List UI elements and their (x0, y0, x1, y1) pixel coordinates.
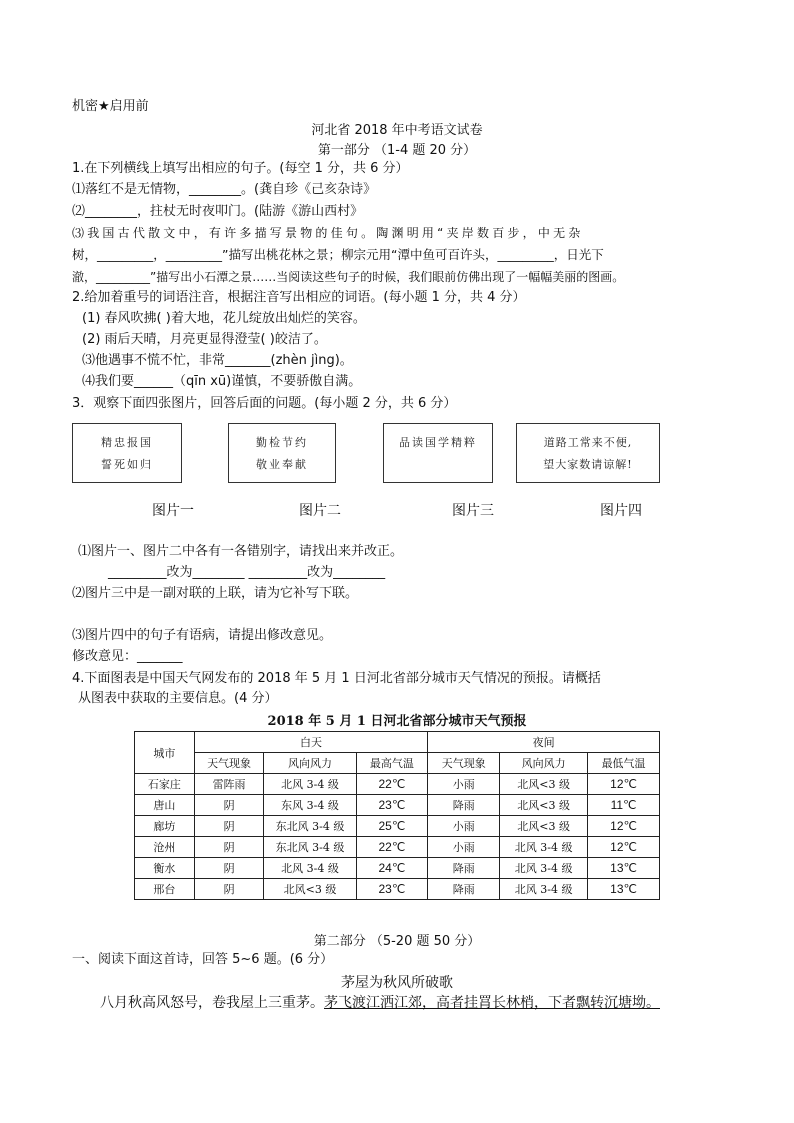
picture-four-line2: 望大家数请谅解! (543, 458, 633, 471)
header-city: 城市 (135, 732, 195, 774)
table-cell: 降雨 (428, 858, 500, 879)
table-cell: 东风 3-4 级 (264, 795, 356, 816)
table-cell: 北风 3-4 级 (264, 858, 356, 879)
q4-intro-line2: 从图表中获取的主要信息。(4 分） (78, 691, 278, 706)
table-cell: 阴 (194, 816, 264, 837)
q3-sub2: ⑵图片三中是一副对联的上联，请为它补写下联。 (72, 586, 359, 601)
q1-sub3-line2: 树，_________，_________”描写出桃花林之景；柳宗元用“潭中鱼可百许头，_________，日光下 (72, 247, 604, 262)
picture-one-line1: 精忠报国 (101, 436, 153, 449)
q4-intro-line1: 4.下面图表是中国天气网发布的 2018 年 5 月 1 日河北省部分城市天气情况的预报。请概括 (72, 671, 601, 686)
q1-sub2: ⑵________，拄杖无时夜叩门。(陆游《游山西村》 (72, 204, 364, 219)
table-cell: 北风 3-4 级 (500, 858, 588, 879)
table-cell: 12℃ (588, 837, 660, 858)
caption-picture-two: 图片二 (299, 503, 341, 519)
table-cell: 阴 (194, 879, 264, 900)
poem-title: 茅屋为秋风所破歌 (341, 975, 453, 991)
subheader-cell: 最低气温 (588, 753, 660, 774)
poem-text-plain: 八月秋高风怒号，卷我屋上三重茅。 (100, 995, 324, 1011)
q1-sub3-line3: 澈，_________”描写出小石潭之景……当阅读这些句子的时候，我们眼前仿佛出现了一幅幅美丽的图画。 (72, 270, 625, 284)
table-cell: 12℃ (588, 774, 660, 795)
q1-sub1: ⑴落红不是无情物，________。(龚自珍《己亥杂诗》 (72, 182, 377, 197)
table-cell: 北风<3 级 (264, 879, 356, 900)
q2-sub4: ⑷我们要______（qīn xū)谨慎，不要骄傲自满。 (82, 374, 362, 389)
table-cell: 小雨 (428, 837, 500, 858)
table-cell: 廊坊 (135, 816, 195, 837)
table-cell: 小雨 (428, 816, 500, 837)
q2-sub3: ⑶他遇事不慌不忙，非常_______(zhèn jìng)。 (82, 353, 353, 368)
part2-intro: 一、阅读下面这首诗，回答 5~6 题。(6 分） (72, 952, 334, 967)
caption-picture-one: 图片一 (152, 503, 194, 519)
q2-sub2: (2) 雨后天晴，月亮更显得澄莹( )皎洁了。 (82, 332, 327, 347)
weather-table (134, 731, 660, 900)
q3-sub3: ⑶图片四中的句子有语病，请提出修改意见。 (72, 628, 333, 643)
q3-sub1-blanks: _________改为________ _________改为________ (108, 565, 386, 580)
table-cell: 北风 3-4 级 (500, 837, 588, 858)
table-cell: 北风<3 级 (500, 774, 588, 795)
table-cell: 邢台 (135, 879, 195, 900)
table-cell: 22℃ (356, 774, 428, 795)
picture-three (383, 423, 493, 483)
picture-four-line1: 道路工常来不便, (543, 436, 633, 449)
table-cell: 23℃ (356, 795, 428, 816)
table-cell: 石家庄 (135, 774, 195, 795)
table-cell: 北风 3-4 级 (264, 774, 356, 795)
secret-label: 机密★启用前 (72, 99, 149, 114)
table-cell: 北风<3 级 (500, 795, 588, 816)
table-cell: 东北风 3-4 级 (264, 816, 356, 837)
table-row (135, 837, 660, 858)
table-cell: 12℃ (588, 816, 660, 837)
table-cell: 降雨 (428, 795, 500, 816)
q3-sub3-answer: 修改意见：_______ (72, 649, 183, 664)
table-cell: 小雨 (428, 774, 500, 795)
table-cell: 北风<3 级 (500, 816, 588, 837)
picture-two-line2: 敬业奉献 (256, 458, 308, 471)
subheader-cell: 最高气温 (356, 753, 428, 774)
header-daytime: 白天 (194, 732, 428, 753)
exam-title: 河北省 2018 年中考语文试卷 (311, 123, 483, 138)
picture-three-line1: 品读国学精粹 (399, 436, 477, 449)
q2-intro: 2.给加着重号的词语注音，根据注音写出相应的词语。(每小题 1 分，共 4 分） (72, 290, 526, 305)
table-cell: 阴 (194, 837, 264, 858)
table-cell: 雷阵雨 (194, 774, 264, 795)
table-cell: 11℃ (588, 795, 660, 816)
picture-four (516, 423, 660, 483)
picture-one (72, 423, 182, 483)
poem-line-1 (100, 994, 660, 1012)
table-cell: 沧州 (135, 837, 195, 858)
poem-text-underlined: 茅飞渡江洒江郊，高者挂罥长林梢，下者飘转沉塘坳。 (324, 995, 660, 1011)
table-cell: 衡水 (135, 858, 195, 879)
q1-sub3-line1: ⑶ 我 国 古 代 散 文 中 ， 有 许 多 描 写 景 物 的 佳 句 。 陶 渊 明 用 “ 夹 岸 数 百 步 ， 中 无 杂 (72, 226, 580, 240)
table-title: 2018 年 5 月 1 日河北省部分城市天气预报 (267, 714, 527, 729)
q1-intro: 1.在下列横线上填写出相应的句子。(每空 1 分，共 6 分） (72, 161, 409, 176)
q3-sub1: ⑴图片一、图片二中各有一各错别字，请找出来并改正。 (78, 544, 404, 559)
subheader-cell: 天气现象 (428, 753, 500, 774)
subheader-cell: 天气现象 (194, 753, 264, 774)
table-cell: 阴 (194, 858, 264, 879)
part2-heading: 第二部分 （5-20 题 50 分） (313, 934, 481, 949)
table-cell: 25℃ (356, 816, 428, 837)
picture-one-line2: 誓死如归 (101, 458, 153, 471)
subheader-cell: 风向风力 (264, 753, 356, 774)
table-row (135, 879, 660, 900)
table-row (135, 774, 660, 795)
table-cell: 22℃ (356, 837, 428, 858)
table-cell: 唐山 (135, 795, 195, 816)
table-row (135, 795, 660, 816)
caption-picture-four: 图片四 (600, 503, 642, 519)
subheader-cell: 风向风力 (500, 753, 588, 774)
table-cell: 13℃ (588, 879, 660, 900)
table-cell: 东北风 3-4 级 (264, 837, 356, 858)
q2-sub1: (1) 春风吹拂( )着大地，花儿绽放出灿烂的笑容。 (82, 311, 366, 326)
picture-two (228, 423, 336, 483)
table-cell: 24℃ (356, 858, 428, 879)
q3-intro: 3．观察下面四张图片，回答后面的问题。(每小题 2 分，共 6 分） (72, 396, 457, 411)
table-cell: 阴 (194, 795, 264, 816)
table-row (135, 816, 660, 837)
caption-picture-three: 图片三 (452, 503, 494, 519)
picture-two-line1: 勤检节约 (256, 436, 308, 449)
table-cell: 23℃ (356, 879, 428, 900)
table-cell: 13℃ (588, 858, 660, 879)
table-cell: 降雨 (428, 879, 500, 900)
part1-heading: 第一部分 （1-4 题 20 分） (317, 143, 477, 158)
table-cell: 北风 3-4 级 (500, 879, 588, 900)
header-night: 夜间 (428, 732, 660, 753)
table-row (135, 858, 660, 879)
